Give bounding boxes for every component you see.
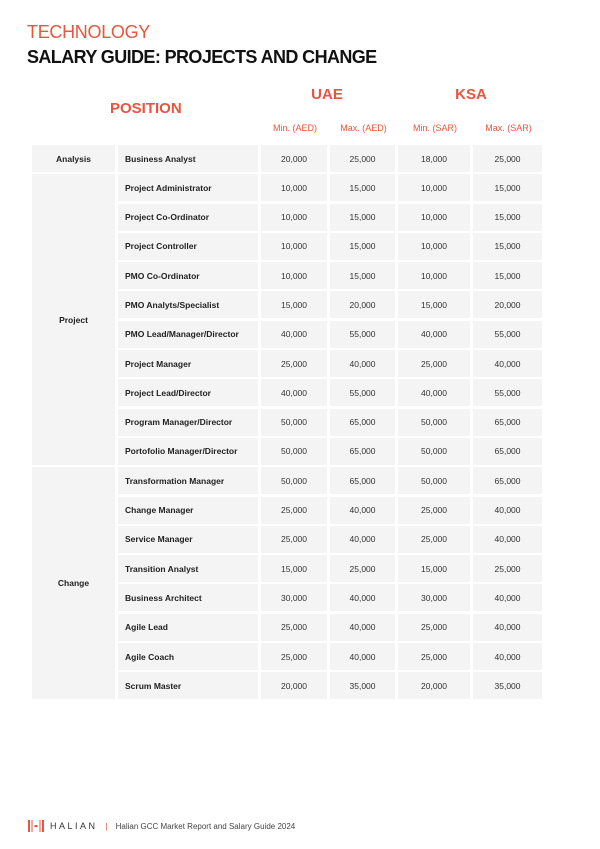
max-aed-cell: 65,000 bbox=[330, 409, 395, 436]
min-aed-cell: 30,000 bbox=[261, 584, 327, 611]
min-sar-cell: 25,000 bbox=[398, 350, 470, 377]
max-sar-cell: 25,000 bbox=[473, 145, 542, 172]
position-cell: Transformation Manager bbox=[118, 467, 258, 494]
max-sar-cell: 65,000 bbox=[473, 409, 542, 436]
position-cell: Project Lead/Director bbox=[118, 379, 258, 406]
max-sar-cell: 55,000 bbox=[473, 379, 542, 406]
min-sar-cell: 25,000 bbox=[398, 497, 470, 524]
footer bbox=[28, 820, 295, 832]
min-aed-cell: 25,000 bbox=[261, 350, 327, 377]
max-sar-cell: 40,000 bbox=[473, 497, 542, 524]
footer-separator: | bbox=[105, 821, 108, 831]
col-header-max-aed: Max. (AED) bbox=[340, 123, 387, 133]
max-aed-cell: 15,000 bbox=[330, 174, 395, 201]
position-cell: Service Manager bbox=[118, 526, 258, 553]
min-aed-cell: 20,000 bbox=[261, 672, 327, 699]
max-aed-cell: 40,000 bbox=[330, 497, 395, 524]
max-sar-cell: 40,000 bbox=[473, 526, 542, 553]
max-aed-cell: 25,000 bbox=[330, 555, 395, 582]
max-sar-cell: 35,000 bbox=[473, 672, 542, 699]
min-sar-cell: 50,000 bbox=[398, 467, 470, 494]
max-sar-cell: 15,000 bbox=[473, 204, 542, 231]
salary-table bbox=[32, 145, 542, 699]
min-aed-cell: 15,000 bbox=[261, 555, 327, 582]
max-aed-cell: 35,000 bbox=[330, 672, 395, 699]
max-aed-cell: 15,000 bbox=[330, 233, 395, 260]
min-sar-cell: 10,000 bbox=[398, 233, 470, 260]
min-aed-cell: 10,000 bbox=[261, 262, 327, 289]
min-aed-cell: 50,000 bbox=[261, 467, 327, 494]
max-sar-cell: 20,000 bbox=[473, 291, 542, 318]
section-kicker: TECHNOLOGY bbox=[27, 22, 151, 42]
halian-logo-icon bbox=[28, 820, 44, 832]
min-sar-cell: 40,000 bbox=[398, 321, 470, 348]
min-sar-cell: 50,000 bbox=[398, 409, 470, 436]
position-cell: PMO Analyts/Specialist bbox=[118, 291, 258, 318]
position-cell: PMO Co-Ordinator bbox=[118, 262, 258, 289]
min-aed-cell: 40,000 bbox=[261, 379, 327, 406]
max-sar-cell: 15,000 bbox=[473, 174, 542, 201]
position-cell: Project Co-Ordinator bbox=[118, 204, 258, 231]
max-aed-cell: 40,000 bbox=[330, 350, 395, 377]
position-cell: Business Analyst bbox=[118, 145, 258, 172]
max-sar-cell: 15,000 bbox=[473, 262, 542, 289]
uae-header: UAE bbox=[311, 86, 343, 103]
min-sar-cell: 50,000 bbox=[398, 438, 470, 465]
min-sar-cell: 18,000 bbox=[398, 145, 470, 172]
position-cell: Transition Analyst bbox=[118, 555, 258, 582]
min-aed-cell: 50,000 bbox=[261, 438, 327, 465]
max-sar-cell: 40,000 bbox=[473, 614, 542, 641]
col-header-min-aed: Min. (AED) bbox=[272, 123, 317, 133]
max-sar-cell: 40,000 bbox=[473, 584, 542, 611]
max-aed-cell: 40,000 bbox=[330, 614, 395, 641]
max-aed-cell: 40,000 bbox=[330, 643, 395, 670]
category-cell: Project bbox=[32, 174, 115, 465]
max-sar-cell: 25,000 bbox=[473, 555, 542, 582]
min-sar-cell: 15,000 bbox=[398, 555, 470, 582]
min-sar-cell: 10,000 bbox=[398, 204, 470, 231]
max-aed-cell: 25,000 bbox=[330, 145, 395, 172]
max-sar-cell: 55,000 bbox=[473, 321, 542, 348]
max-aed-cell: 65,000 bbox=[330, 467, 395, 494]
min-aed-cell: 10,000 bbox=[261, 174, 327, 201]
min-aed-cell: 10,000 bbox=[261, 204, 327, 231]
min-sar-cell: 30,000 bbox=[398, 584, 470, 611]
halian-logo bbox=[28, 820, 98, 832]
min-aed-cell: 15,000 bbox=[261, 291, 327, 318]
position-cell: Project Controller bbox=[118, 233, 258, 260]
position-cell: Agile Coach bbox=[118, 643, 258, 670]
min-aed-cell: 10,000 bbox=[261, 233, 327, 260]
category-cell: Analysis bbox=[32, 145, 115, 172]
position-cell: Program Manager/Director bbox=[118, 409, 258, 436]
min-aed-cell: 25,000 bbox=[261, 497, 327, 524]
position-cell: Change Manager bbox=[118, 497, 258, 524]
min-sar-cell: 15,000 bbox=[398, 291, 470, 318]
max-aed-cell: 55,000 bbox=[330, 379, 395, 406]
max-sar-cell: 40,000 bbox=[473, 350, 542, 377]
min-sar-cell: 25,000 bbox=[398, 526, 470, 553]
min-aed-cell: 50,000 bbox=[261, 409, 327, 436]
position-cell: Project Administrator bbox=[118, 174, 258, 201]
max-sar-cell: 15,000 bbox=[473, 233, 542, 260]
position-cell: Scrum Master bbox=[118, 672, 258, 699]
footer-text: Halian GCC Market Report and Salary Guide 2024 bbox=[115, 821, 296, 831]
min-sar-cell: 10,000 bbox=[398, 262, 470, 289]
min-sar-cell: 25,000 bbox=[398, 614, 470, 641]
ksa-header: KSA bbox=[455, 86, 487, 103]
min-aed-cell: 25,000 bbox=[261, 643, 327, 670]
category-cell: Change bbox=[32, 467, 115, 699]
max-aed-cell: 15,000 bbox=[330, 262, 395, 289]
max-aed-cell: 40,000 bbox=[330, 584, 395, 611]
max-sar-cell: 65,000 bbox=[473, 467, 542, 494]
col-header-min-sar: Min. (SAR) bbox=[412, 123, 457, 133]
position-cell: Business Architect bbox=[118, 584, 258, 611]
brand-name: HALIAN bbox=[50, 821, 98, 831]
min-sar-cell: 10,000 bbox=[398, 174, 470, 201]
min-aed-cell: 20,000 bbox=[261, 145, 327, 172]
max-aed-cell: 20,000 bbox=[330, 291, 395, 318]
max-sar-cell: 65,000 bbox=[473, 438, 542, 465]
position-cell: PMO Lead/Manager/Director bbox=[118, 321, 258, 348]
position-cell: Agile Lead bbox=[118, 614, 258, 641]
position-cell: Portofolio Manager/Director bbox=[118, 438, 258, 465]
position-cell: Project Manager bbox=[118, 350, 258, 377]
col-header-max-sar: Max. (SAR) bbox=[485, 123, 532, 133]
page-title: SALARY GUIDE: PROJECTS AND CHANGE bbox=[27, 47, 377, 67]
min-sar-cell: 20,000 bbox=[398, 672, 470, 699]
min-aed-cell: 40,000 bbox=[261, 321, 327, 348]
max-sar-cell: 40,000 bbox=[473, 643, 542, 670]
position-header: POSITION bbox=[110, 100, 182, 117]
max-aed-cell: 55,000 bbox=[330, 321, 395, 348]
max-aed-cell: 15,000 bbox=[330, 204, 395, 231]
max-aed-cell: 65,000 bbox=[330, 438, 395, 465]
max-aed-cell: 40,000 bbox=[330, 526, 395, 553]
min-aed-cell: 25,000 bbox=[261, 614, 327, 641]
min-aed-cell: 25,000 bbox=[261, 526, 327, 553]
min-sar-cell: 25,000 bbox=[398, 643, 470, 670]
min-sar-cell: 40,000 bbox=[398, 379, 470, 406]
